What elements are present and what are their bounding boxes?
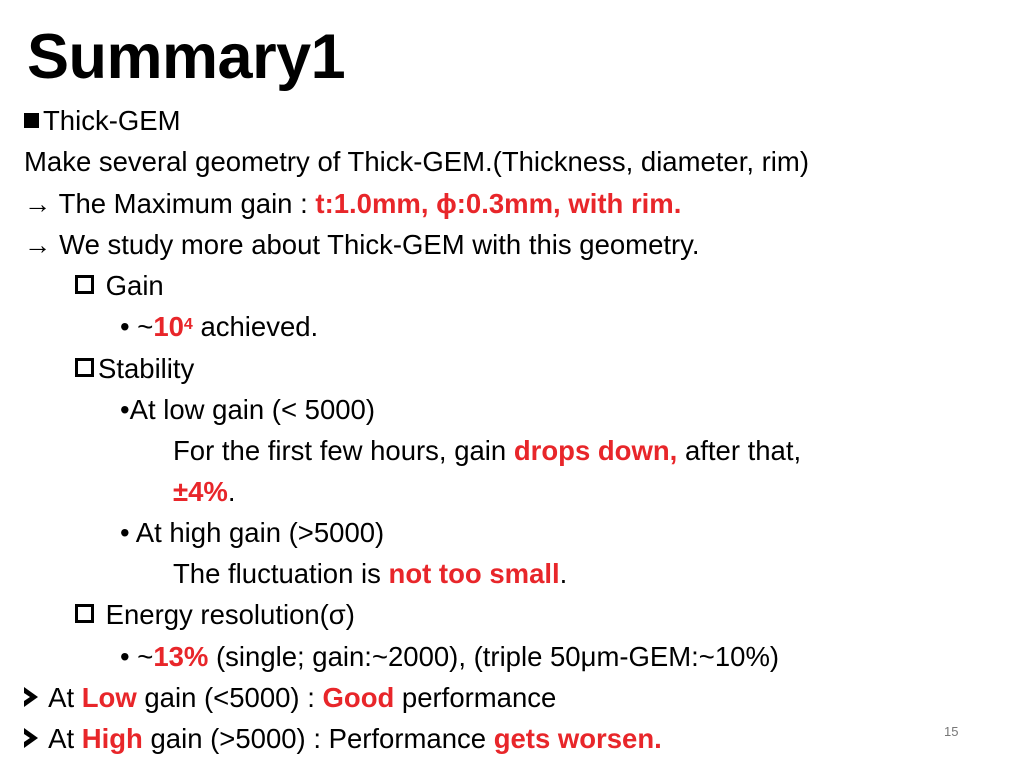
gain-value [153,311,193,342]
good-text: Good [322,682,395,713]
low-gain-line: •At low gain (< 5000) [120,394,375,425]
arrowhead-bullet-icon [24,728,38,748]
heading-thick-gem [24,101,181,141]
low-gain-detail [173,431,801,471]
period: . [227,476,236,507]
stability-heading-text: Stability [98,353,195,384]
energy-resolution-text: Energy resolution(σ) [98,599,355,630]
text-line: Make several geometry of Thick-GEM.(Thickness, diameter, rim) [24,146,809,177]
max-gain-geometry: t:1.0mm, ϕ:0.3mm, with rim. [315,188,682,219]
gain-prefix: • ~ [120,311,154,342]
fluctuation-value-line [173,472,235,512]
page-number: 15 [944,724,959,739]
low-gain-suffix: after that, [677,435,802,466]
conclusion-suffix: performance [394,682,557,713]
er-prefix: • ~ [120,641,154,672]
gain-heading [75,266,164,306]
low-text: Low [81,682,137,713]
gain-exponent: 4 [183,316,193,333]
conclusion-prefix: At [42,682,82,713]
stability-heading [75,349,194,389]
hollow-square-bullet-icon [75,358,94,377]
conclusion-mid: gain (<5000) : [136,682,323,713]
er-suffix: (single; gain:~2000), (triple 50μm-GEM:~10%) [208,641,780,672]
hollow-square-bullet-icon [75,275,94,294]
not-too-small-text: not too small [388,558,560,589]
energy-resolution-heading [75,595,355,635]
heading-text: Thick-GEM [43,105,181,136]
low-gain-prefix: For the first few hours, gain [173,435,514,466]
fluctuation-value: ±4% [173,476,228,507]
drops-down-text: drops down, [513,435,678,466]
high-gain-conclusion [24,719,662,759]
high-gain-detail [173,554,567,594]
gets-worsen-text: gets worsen. [493,723,662,754]
gain-value-line [120,307,318,347]
er-value: 13% [153,641,209,672]
filled-square-bullet-icon [24,113,39,128]
arrowhead-bullet-icon [24,687,38,707]
energy-resolution-value-line [120,637,779,677]
text-line: → We study more about Thick-GEM with this geometry. [24,229,700,260]
slide-title: Summary1 [27,22,346,92]
high-gain-prefix: The fluctuation is [173,558,389,589]
hollow-square-bullet-icon [75,604,94,623]
gain-base: 10 [153,311,184,342]
high-text: High [81,723,143,754]
gain-suffix: achieved. [192,311,319,342]
max-gain-prefix: → The Maximum gain : [24,188,316,219]
conclusion-prefix: At [42,723,82,754]
low-gain-conclusion [24,678,556,718]
gain-heading-text: Gain [98,270,164,301]
max-gain-line [24,184,681,224]
period: . [559,558,568,589]
conclusion-mid: gain (>5000) : Performance [142,723,494,754]
high-gain-line: • At high gain (>5000) [120,517,385,548]
